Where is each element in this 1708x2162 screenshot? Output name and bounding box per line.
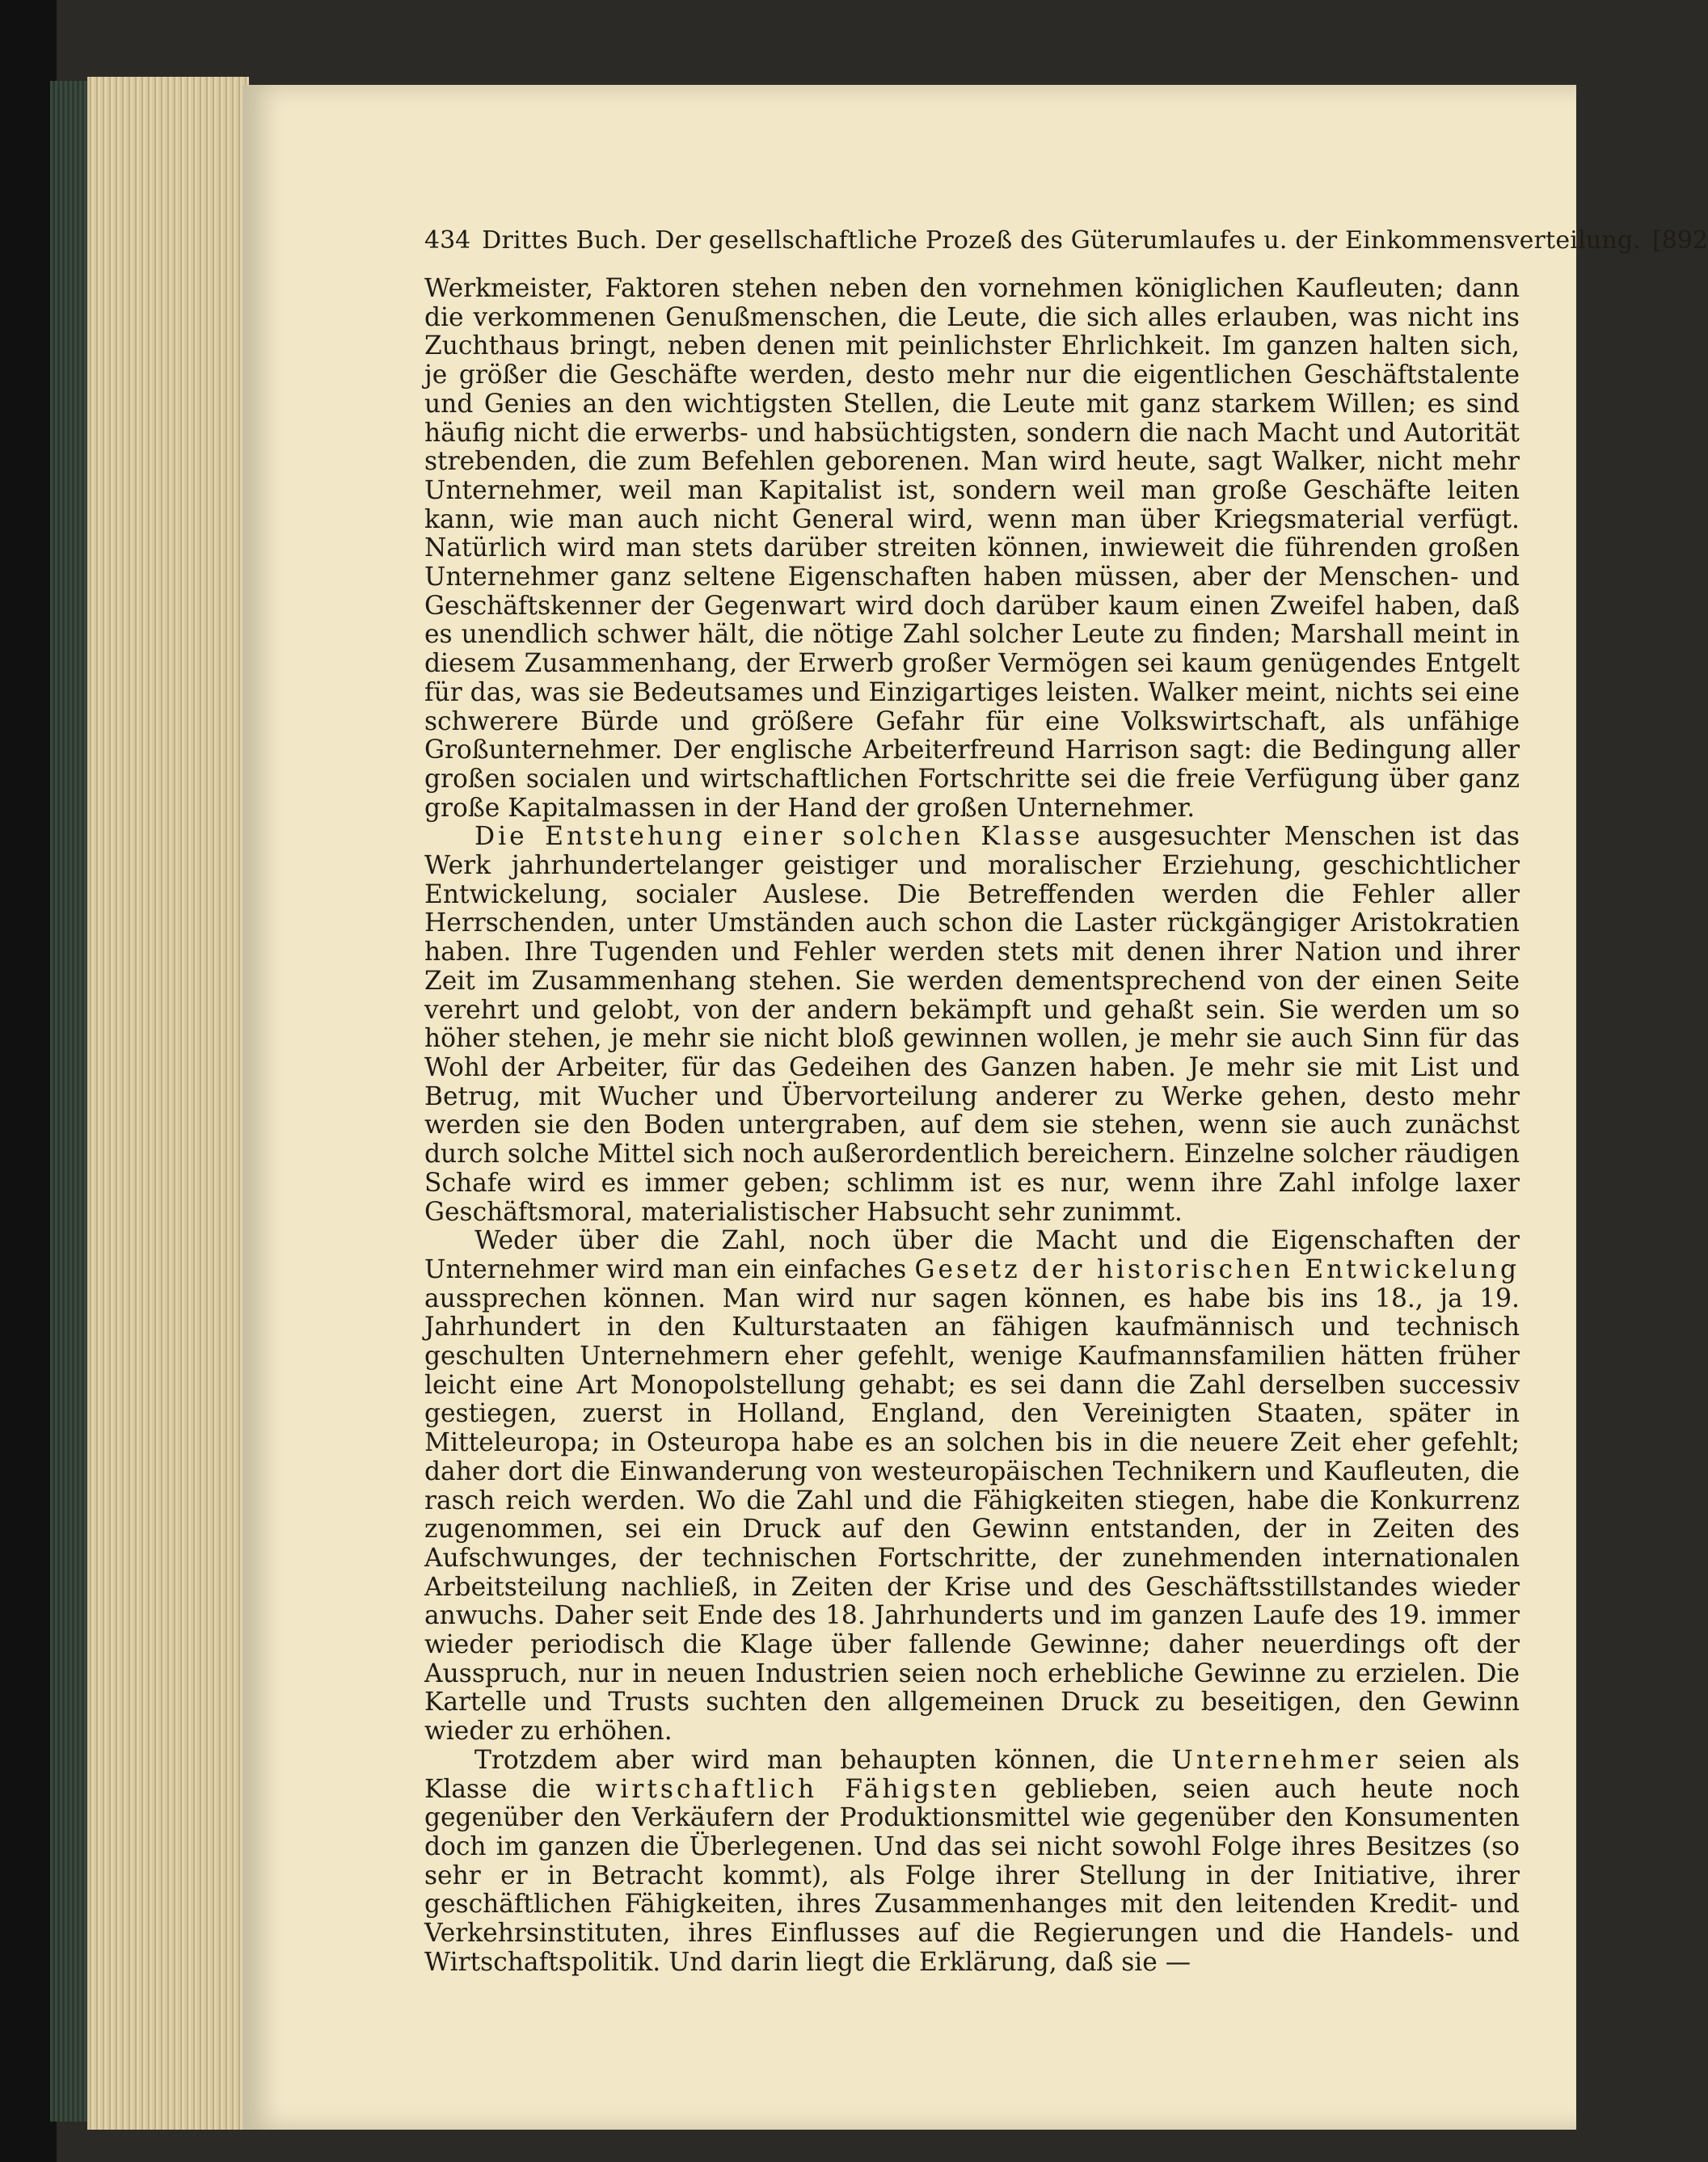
running-title: Drittes Buch. Der gesellschaftliche Prozeß des Güterumlaufes u. der Einkommensverteilung. [482, 226, 1642, 255]
book-cover-edge [50, 81, 89, 2122]
spaced-emphasis: Gesetz der historischen Entwickelung [914, 1254, 1520, 1284]
paragraph-4-text-c: geblieben, seien auch heute noch gegenüber den Verkäufern der Produktionsmittel wie gegenüber den Konsumenten doch im ganzen die Überlegenen. Und das sei nicht sowohl Folge ihres Besitzes (so sehr er in Betracht kommt), als Folge ihrer Stellung in der Initiative, ihrer geschäftlichen Fähigkeiten, ihres Zusammenhanges mit den leitenden Kredit- und Verkehrsinstituten, ihres Einflusses auf die Regierungen und die Handels- und Wirtschaftspolitik. Und darin liegt die Erklärung, daß sie — [424, 1774, 1520, 1977]
paragraph-2 [424, 823, 1520, 1227]
paragraph-1-text: Werkmeister, Faktoren stehen neben den vornehmen königlichen Kaufleuten; dann die verkommenen Genußmenschen, die Leute, die sich alles erlauben, was nicht ins Zuchthaus bringt, neben denen mit peinlichster Ehrlichkeit. Im ganzen halten sich, je größer die Geschäfte werden, desto mehr nur die eigentlichen Geschäftstalente und Genies an den wichtigsten Stellen, die Leute mit ganz starkem Willen; es sind häufig nicht die erwerbs- und habsüchtigsten, sondern die nach Macht und Autorität strebenden, die zum Befehlen geborenen. Man wird heute, sagt Walker, nicht mehr Unternehmer, weil man Kapitalist ist, sondern weil man große Geschäfte leiten kann, wie man auch nicht General wird, wenn man über Kriegsmaterial verfügt. Natürlich wird man stets darüber streiten können, inwieweit die führenden großen Unternehmer ganz seltene Eigenschaften haben müssen, aber der Menschen- und Geschäftskenner der Gegenwart wird doch darüber kaum einen Zweifel haben, daß es unendlich schwer hält, die nötige Zahl solcher Leute zu finden; Marshall meint in diesem Zusammenhang, der Erwerb großer Vermögen sei kaum genügendes Entgelt für das, was sie Bedeutsames und Einzigartiges leisten. Walker meint, nichts sei eine schwerere Bürde und größere Gefahr für eine Volkswirtschaft, als unfähige Großunternehmer. Der englische Arbeiterfreund Harrison sagt: die Bedingung aller großen socialen und wirtschaftlichen Fortschritte sei die freie Verfügung über ganz große Kapitalmassen in der Hand der großen Unternehmer. [424, 274, 1520, 823]
page-stack [87, 77, 249, 2130]
marginal-number: [892 [1652, 226, 1708, 255]
paragraph-1 [424, 275, 1520, 823]
page-number: 434 [424, 226, 471, 255]
running-head [424, 226, 1708, 255]
spaced-emphasis: Die Entstehung einer solchen Klasse [474, 822, 1084, 852]
book-spine [0, 0, 57, 2162]
paragraph-4 [424, 1747, 1520, 1978]
body-text [424, 275, 1520, 1977]
background-edge [1576, 0, 1617, 2162]
paragraph-4-text-a: Trotzdem aber wird man behaupten können, die [474, 1745, 1154, 1775]
paragraph-4-text-b: seien als Klasse die [424, 1745, 1520, 1804]
spaced-emphasis: Unternehmer [1171, 1745, 1381, 1775]
paragraph-3-text-b: aussprechen können. Man wird nur sagen können, es habe bis ins 18., ja 19. Jahrhundert in den Kulturstaaten an fähigen kaufmännisch und technisch geschulten Unternehmern eher gefehlt, wenige Kaufmannsfamilien hätten früher leicht eine Art Monopolstellung gehabt; es sei dann die Zahl derselben successiv gestiegen, zuerst in Holland, England, den Vereinigten Staaten, später in Mitteleuropa; in Osteuropa habe es an solchen bis in die neuere Zeit eher gefehlt; daher dort die Einwanderung von westeuropäischen Technikern und Kaufleuten, die rasch reich werden. Wo die Zahl und die Fähigkeiten stiegen, habe die Konkurrenz zugenommen, sei ein Druck auf den Gewinn entstanden, der in Zeiten des Aufschwunges, der technischen Fortschritte, der zunehmenden internationalen Arbeitsteilung nachließ, in Zeiten der Krise und des Geschäftsstillstandes wieder anwuchs. Daher seit Ende des 18. Jahrhunderts und im ganzen Laufe des 19. immer wieder periodisch die Klage über fallende Gewinne; daher neuerdings oft der Ausspruch, nur in neuen Industrien seien noch erhebliche Gewinne zu erzielen. Die Kartelle und Trusts suchten den allgemeinen Druck zu beseitigen, den Gewinn wieder zu erhöhen. [424, 1283, 1520, 1747]
paragraph-3 [424, 1227, 1520, 1747]
spaced-emphasis: wirtschaftlich Fähigsten [595, 1774, 1001, 1804]
paragraph-3-text-a: Weder über die Zahl, noch über die Macht und die Eigenschaften der Unternehmer wird man ein einfaches [424, 1226, 1520, 1284]
paragraph-2-text: ausgesuchter Menschen ist das Werk jahrhundertelanger geistiger und moralischer Erziehung, geschichtlicher Entwickelung, socialer Auslese. Die Betreffenden werden die Fehler aller Herrschenden, unter Umständen auch schon die Laster rückgängiger Aristokratien haben. Ihre Tugenden und Fehler werden stets mit denen ihrer Nation und ihrer Zeit im Zusammenhang stehen. Sie werden dementsprechend von der einen Seite verehrt und gelobt, von der andern bekämpft und gehaßt sein. Sie werden um so höher stehen, je mehr sie nicht bloß gewinnen wollen, je mehr sie auch Sinn für das Wohl der Arbeiter, für das Gedeihen des Ganzen haben. Je mehr sie mit List und Betrug, mit Wucher und Übervorteilung anderer zu Werke gehen, desto mehr werden sie den Boden untergraben, auf dem sie stehen, wenn sie auch zunächst durch solche Mittel sich noch außerordentlich bereichern. Einzelne solcher räudigen Schafe wird es immer geben; schlimm ist es nur, wenn ihre Zahl infolge laxer Geschäftsmoral, materialistischer Habsucht sehr zunimmt. [424, 822, 1520, 1227]
book-page [242, 85, 1708, 2130]
